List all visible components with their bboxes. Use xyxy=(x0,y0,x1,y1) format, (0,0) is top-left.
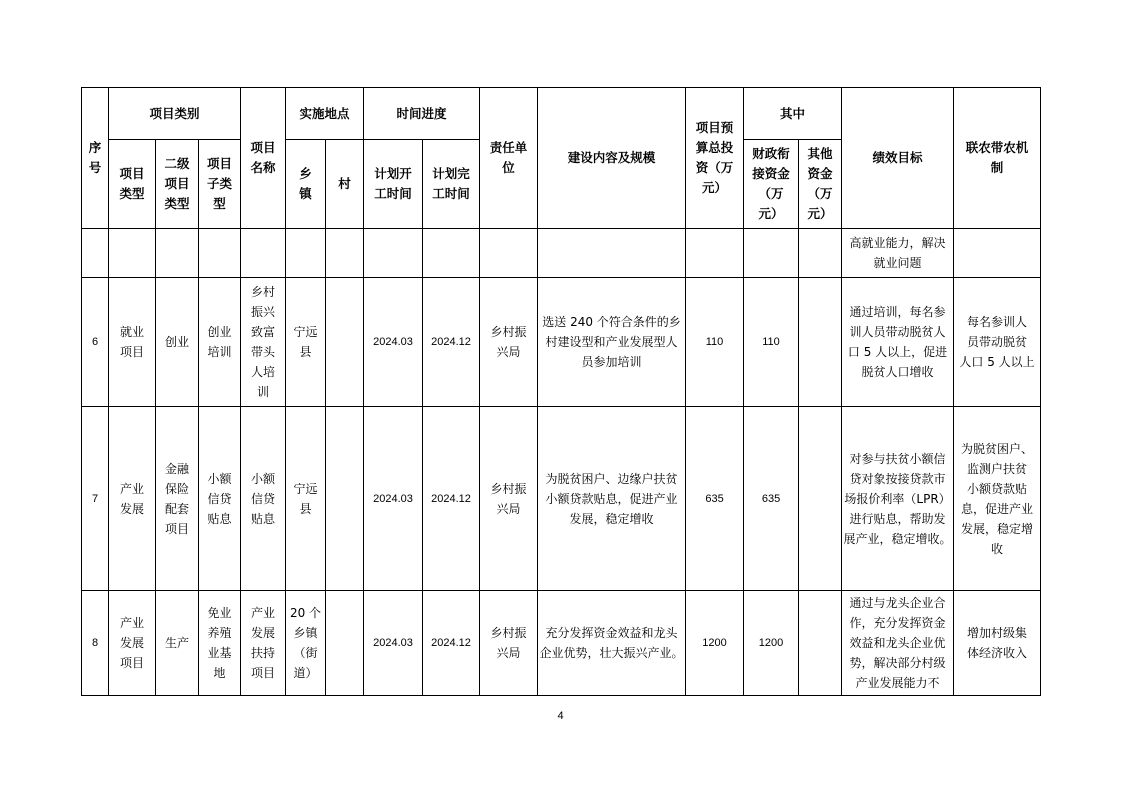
cell xyxy=(326,229,364,278)
cell xyxy=(744,229,799,278)
header-budget: 项目预 算总投 资（万 元） xyxy=(686,88,744,229)
continuation-row xyxy=(82,229,1041,278)
row-township: 宁远 县 xyxy=(286,407,326,591)
header-content-scale: 建设内容及规模 xyxy=(538,88,686,229)
cell xyxy=(480,229,538,278)
project-table xyxy=(81,87,1041,696)
header-village: 村 xyxy=(326,140,364,229)
cell xyxy=(109,229,156,278)
row-budget: 110 xyxy=(686,278,744,407)
row-mechanism: 为脱贫困户、 监测户扶贫 小额贷款贴 息，促进产业 发展，稳定增 收 xyxy=(954,407,1041,591)
row-fiscal: 1200 xyxy=(744,591,799,696)
row-sub-type: 小额 信贷 贴息 xyxy=(199,407,241,591)
row-project-type: 就业 项目 xyxy=(109,278,156,407)
row-sub-type: 免业 养殖 业基 地 xyxy=(199,591,241,696)
cell xyxy=(199,229,241,278)
row-budget: 635 xyxy=(686,407,744,591)
row-responsible-unit: 乡村振 兴局 xyxy=(480,278,538,407)
row-secondary-type: 生产 xyxy=(156,591,199,696)
row-content-scale: 充分发挥资金效益和龙头 企业优势，壮大振兴产业。 xyxy=(538,591,686,696)
row-other xyxy=(799,407,842,591)
continuation-goal: 高就业能力，解决 就业问题 xyxy=(842,229,954,278)
header-plan-end: 计划完 工时间 xyxy=(423,140,480,229)
row-project-type: 产业 发展 项目 xyxy=(109,591,156,696)
row-fiscal: 635 xyxy=(744,407,799,591)
cell xyxy=(364,229,423,278)
row-plan-start: 2024.03 xyxy=(364,278,423,407)
row-plan-start: 2024.03 xyxy=(364,407,423,591)
row-mechanism: 增加村级集 体经济收入 xyxy=(954,591,1041,696)
header-project-type: 项目 类型 xyxy=(109,140,156,229)
row-fiscal: 110 xyxy=(744,278,799,407)
header-fiscal: 财政衔 接资金 （万 元） xyxy=(744,140,799,229)
cell xyxy=(286,229,326,278)
table-row xyxy=(82,278,1041,407)
row-project-name: 乡村 振兴 致富 带头 人培 训 xyxy=(241,278,286,407)
header-row-1 xyxy=(82,88,1041,140)
cell xyxy=(538,229,686,278)
row-project-name: 产业 发展 扶持 项目 xyxy=(241,591,286,696)
header-secondary-type: 二级 项目 类型 xyxy=(156,140,199,229)
row-plan-start: 2024.03 xyxy=(364,591,423,696)
row-mechanism: 每名参训人 员带动脱贫 人口 5 人以上 xyxy=(954,278,1041,407)
row-goal: 对参与扶贫小额信 贷对象按接贷款市 场报价利率（LPR） 进行贴息，帮助发 展产业，稳定增收。 xyxy=(842,407,954,591)
row-plan-end: 2024.12 xyxy=(423,278,480,407)
row-plan-end: 2024.12 xyxy=(423,407,480,591)
header-goal: 绩效目标 xyxy=(842,88,954,229)
row-responsible-unit: 乡村振 兴局 xyxy=(480,407,538,591)
row-township: 20 个 乡镇 （街 道） xyxy=(286,591,326,696)
row-township: 宁远 县 xyxy=(286,278,326,407)
cell xyxy=(954,229,1041,278)
row-village xyxy=(326,591,364,696)
row-project-type: 产业 发展 xyxy=(109,407,156,591)
row-other xyxy=(799,278,842,407)
cell xyxy=(686,229,744,278)
header-sub-type: 项目 子类 型 xyxy=(199,140,241,229)
row-seq: 7 xyxy=(82,407,109,591)
row-secondary-type: 金融 保险 配套 项目 xyxy=(156,407,199,591)
row-project-name: 小额 信贷 贴息 xyxy=(241,407,286,591)
row-goal: 通过培训，每名参 训人员带动脱贫人 口 5 人以上，促进 脱贫人口增收 xyxy=(842,278,954,407)
header-seq: 序 号 xyxy=(82,88,109,229)
header-location-group: 实施地点 xyxy=(286,88,364,140)
row-seq: 8 xyxy=(82,591,109,696)
row-content-scale: 选送 240 个符合条件的乡 村建设型和产业发展型人 员参加培训 xyxy=(538,278,686,407)
header-other: 其他 资金 （万 元） xyxy=(799,140,842,229)
row-budget: 1200 xyxy=(686,591,744,696)
header-project-name: 项目 名称 xyxy=(241,88,286,229)
row-village xyxy=(326,278,364,407)
cell xyxy=(423,229,480,278)
header-plan-start: 计划开 工时间 xyxy=(364,140,423,229)
row-sub-type: 创业 培训 xyxy=(199,278,241,407)
cell xyxy=(799,229,842,278)
cell xyxy=(156,229,199,278)
row-goal: 通过与龙头企业合 作，充分发挥资金 效益和龙头企业优 势，解决部分村级 产业发展能力不 xyxy=(842,591,954,696)
header-responsible-unit: 责任单 位 xyxy=(480,88,538,229)
row-village xyxy=(326,407,364,591)
row-plan-end: 2024.12 xyxy=(423,591,480,696)
page-number: 4 xyxy=(557,710,564,722)
row-other xyxy=(799,591,842,696)
row-content-scale: 为脱贫困户、边缘户扶贫 小额贷款贴息，促进产业 发展，稳定增收 xyxy=(538,407,686,591)
header-category-group: 项目类别 xyxy=(109,88,241,140)
row-seq: 6 xyxy=(82,278,109,407)
header-mechanism: 联农带农机 制 xyxy=(954,88,1041,229)
cell xyxy=(82,229,109,278)
header-schedule-group: 时间进度 xyxy=(364,88,480,140)
header-of-which: 其中 xyxy=(744,88,842,140)
row-secondary-type: 创业 xyxy=(156,278,199,407)
row-responsible-unit: 乡村振 兴局 xyxy=(480,591,538,696)
header-township: 乡 镇 xyxy=(286,140,326,229)
table-row xyxy=(82,591,1041,696)
table-row xyxy=(82,407,1041,591)
cell xyxy=(241,229,286,278)
